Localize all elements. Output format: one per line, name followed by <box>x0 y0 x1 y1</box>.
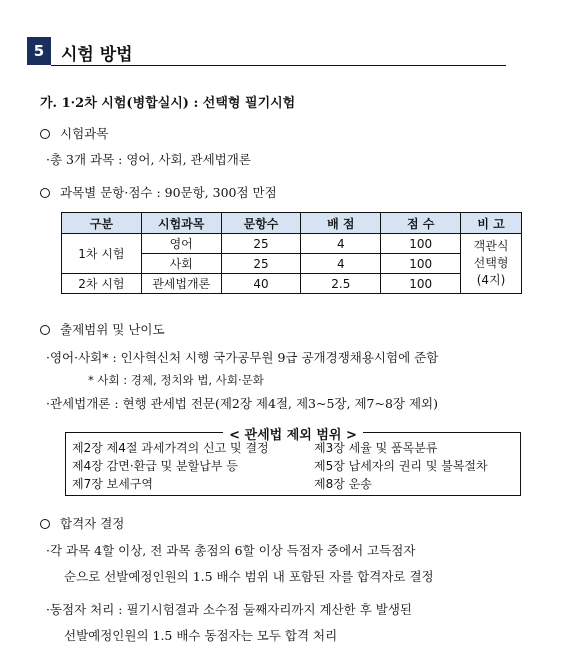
table-row <box>62 274 522 294</box>
excluded-scope-box <box>65 428 521 496</box>
section-title: 시험 방법 <box>61 45 133 65</box>
table-header-cell: 시험과목 <box>141 213 221 234</box>
table-header-cell: 배 점 <box>301 213 381 234</box>
circle-bullet-icon <box>40 188 50 198</box>
scoring-heading-row <box>40 183 277 201</box>
pass-line-4: 선발예정인원의 1.5 배수 동점자는 모두 합격 처리 <box>64 628 338 643</box>
table-cell-points: 2.5 <box>301 274 381 294</box>
table-cell-score: 100 <box>381 234 461 254</box>
pass-heading-row <box>40 514 124 532</box>
table-header-row <box>62 213 522 234</box>
table-header-cell: 비 고 <box>461 213 522 234</box>
table-cell-note <box>461 234 522 294</box>
scope-line-2: ·관세법개론 : 현행 관세법 전문(제2장 제4절, 제3~5장, 제7~8장 제외) <box>46 396 438 411</box>
table-cell-points: 4 <box>301 234 381 254</box>
subheading: 가. 1·2차 시험(병합실시) : 선택형 필기시험 <box>40 96 296 111</box>
table-cell-subject: 영어 <box>141 234 221 254</box>
excluded-item: 제2장 제4절 과세가격의 신고 및 결정 <box>72 441 269 455</box>
excluded-item: 제5장 납세자의 권리 및 불복절차 <box>314 459 488 473</box>
excluded-item: 제3장 세율 및 품목분류 <box>314 441 438 455</box>
circle-bullet-icon <box>40 519 50 529</box>
table-cell-score: 100 <box>381 254 461 274</box>
scope-heading-row <box>40 320 165 338</box>
pass-line-3: ·동점자 처리 : 필기시험결과 소수점 둘째자리까지 계산한 후 발생된 <box>46 602 412 617</box>
excluded-item: 제7장 보세구역 <box>72 477 154 491</box>
scope-line-1: ·영어·사회* : 인사혁신처 시행 국가공무원 9급 공개경쟁채용시험에 준함 <box>46 350 439 365</box>
note-line: 객관식 <box>473 239 509 253</box>
pass-line-1: ·각 과목 4할 이상, 전 과목 총점의 6할 이상 득점자 중에서 고득점자 <box>46 543 416 558</box>
table-cell-score: 100 <box>381 274 461 294</box>
pass-heading: 합격자 결정 <box>60 516 125 531</box>
table-row <box>62 234 522 254</box>
excluded-item: 제8장 운송 <box>314 477 372 491</box>
excluded-item: 제4장 감면·환급 및 분할납부 등 <box>72 459 238 473</box>
circle-bullet-icon <box>40 129 50 139</box>
section-number-badge: 5 <box>27 37 51 65</box>
table-cell-subject: 관세법개론 <box>141 274 221 294</box>
circle-bullet-icon <box>40 325 50 335</box>
scoring-heading: 과목별 문항·점수 : 90문항, 300점 만점 <box>60 185 277 200</box>
pass-line-2: 순으로 선발예정인원의 1.5 배수 범위 내 포함된 자를 합격자로 결정 <box>64 569 434 584</box>
subjects-heading: 시험과목 <box>60 126 109 141</box>
table-header-cell: 문항수 <box>221 213 301 234</box>
table-cell-points: 4 <box>301 254 381 274</box>
table-cell-stage: 2차 시험 <box>62 274 142 294</box>
note-line: 선택형 <box>473 256 509 270</box>
table-cell-questions: 25 <box>221 234 301 254</box>
scoring-table <box>61 212 522 294</box>
section-underline <box>51 65 506 66</box>
subjects-heading-row <box>40 124 108 142</box>
table-cell-questions: 25 <box>221 254 301 274</box>
table-cell-stage: 1차 시험 <box>62 234 142 274</box>
excluded-scope-title: < 관세법 제외 범위 > <box>223 428 363 443</box>
note-line: (4지) <box>476 273 506 287</box>
table-cell-questions: 40 <box>221 274 301 294</box>
scope-heading: 출제범위 및 난이도 <box>60 322 165 337</box>
subjects-line: ·총 3개 과목 : 영어, 사회, 관세법개론 <box>46 152 251 167</box>
scope-line-1-note: * 사회 : 경제, 정치와 법, 사회·문화 <box>88 373 264 387</box>
table-cell-subject: 사회 <box>141 254 221 274</box>
table-header-cell: 점 수 <box>381 213 461 234</box>
table-header-cell: 구분 <box>62 213 142 234</box>
